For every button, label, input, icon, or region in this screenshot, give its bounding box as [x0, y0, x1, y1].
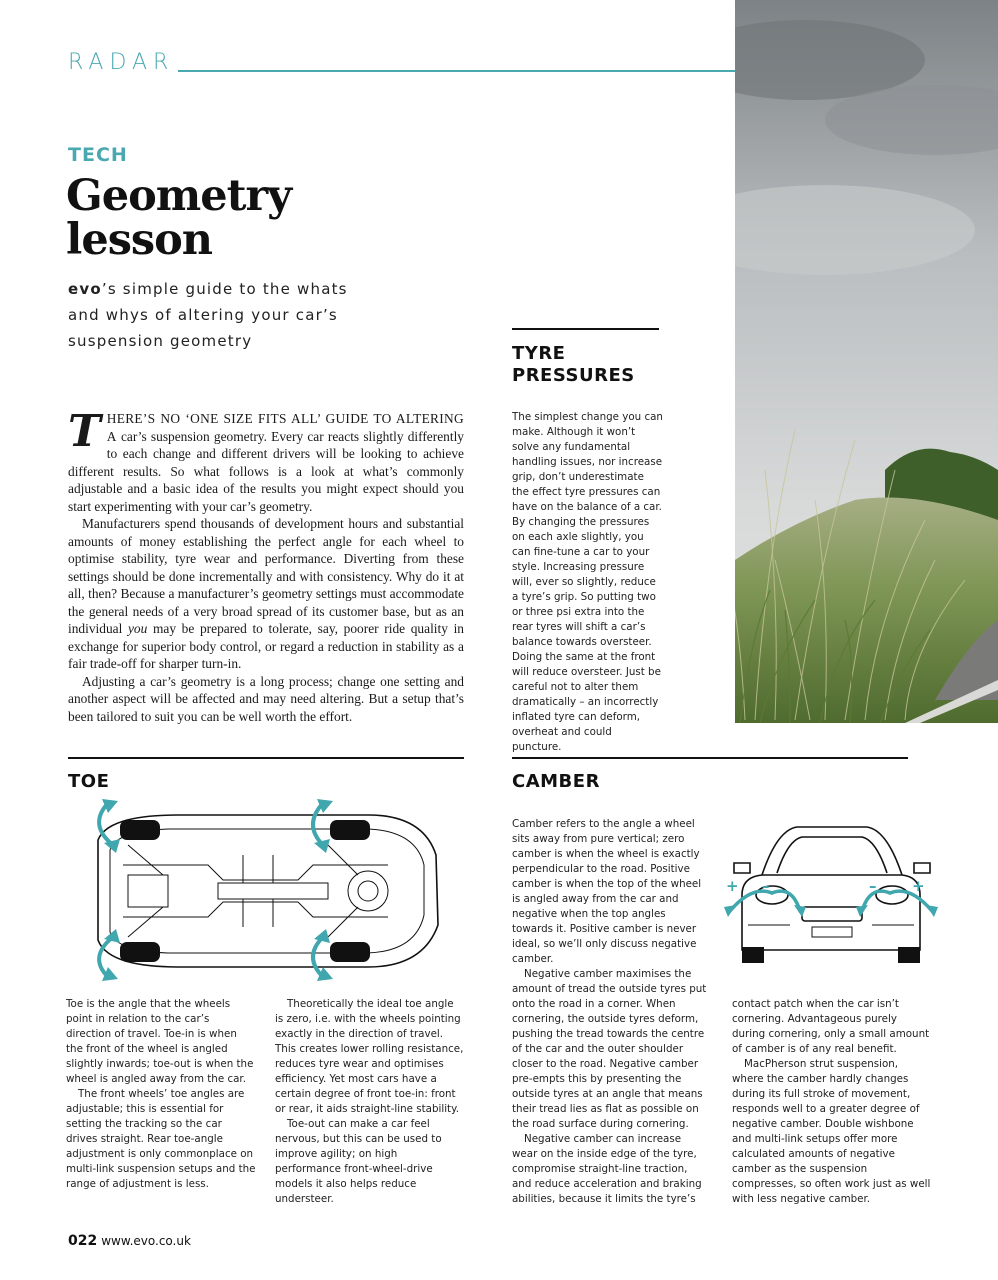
- camber-minus-right: –: [869, 877, 877, 895]
- page-footer: [68, 1233, 191, 1249]
- intro-paragraph-1: [68, 406, 464, 515]
- camber-rule: [512, 757, 908, 759]
- camber-plus-left: +: [726, 877, 739, 895]
- tyre-paragraph: The simplest change you can make. Although it won’t solve any fundamental handling issues, nor increase grip, don’t underestimate the effect tyre pressures can have on the balance of a car. By changing the pressures on each axle slightly, you can fine-tune a car to your style. Increasing pressure will, ever so slightly, reduce a tyre’s grip. So putting two or three psi extra into the rear tyres will shift a car’s balance towards oversteer. Doing the same at the front will reduce oversteer. Just be careful not to alter them dramatically – an incorrectly inflated tyre can deform, overheat and could puncture.: [512, 411, 663, 753]
- page-number: 022: [68, 1233, 98, 1249]
- drop-cap: T: [68, 406, 101, 457]
- camber-col2-paragraph-1: contact patch when the car isn’t cornering. Advantageous purely during cornering, only a small amount of camber is of any real benefit.: [732, 998, 930, 1055]
- toe-heading: TOE: [68, 771, 110, 792]
- title-line-2: lesson: [66, 215, 213, 265]
- tyre-heading: [512, 343, 635, 387]
- camber-heading: CAMBER: [512, 771, 600, 792]
- camber-column-2: [732, 997, 932, 1207]
- intro-p1-rest: car’s suspension geometry. Every car reacts slightly differently to each change and different drivers will be looking to achieve different results. So what follows is a look at what’s commonly adjustable and a basic idea of the results you might expect should you start experimenting with your car’s geometry.: [68, 428, 464, 514]
- standfirst-brand: evo: [68, 280, 102, 298]
- toe-diagram: [68, 795, 464, 985]
- toe-col1-paragraph-1: Toe is the angle that the wheels point in relation to the car’s direction of travel. Toe-in is when the front of the wheel is angled slightly inwards; toe-out is when the wheel is angled away from the car.: [66, 998, 254, 1085]
- camber-col1-paragraph-2: Negative camber maximises the amount of tread the outside tyres put onto the road in a corner. When cornering, the outside tyres deform, pushing the tread towards the centre of the car and the outer shoulder closer to the road. Negative camber pre-empts this by presenting the outside tyres at an angle that means their tread lies as flat as possible on the road surface during cornering.: [512, 968, 707, 1130]
- article-title: [66, 171, 292, 265]
- intro-paragraph-3: Adjusting a car’s geometry is a long process; change one setting and another aspect will be affected and may need altering. But a setup that’s been tailored to suit you can be well worth the effort.: [68, 673, 464, 724]
- tyre-heading-line-1: TYRE: [512, 343, 566, 364]
- camber-col2-paragraph-2: MacPherson strut suspension, where the camber hardly changes during its full stroke of movement, responds well to a greater degree of negative camber. Double wishbone and multi-link setups offer more calculated amounts of negative camber as the suspension compresses, so often work just as well with less negative camber.: [732, 1058, 931, 1205]
- intro-p2-a: Manufacturers spend thousands of development hours and substantial amounts of money establishing the perfect angle for each wheel to optimise stability, tyre wear and performance. Diverting from these settings should be done incrementally and with consistency. Why do it at all, then? Because a manufacturer’s geometry settings must accommodate the general needs of a very broad spread of its customer base, but as an individual: [68, 516, 464, 636]
- standfirst-text: ’s simple guide to the whats and whys of altering your car’s suspension geometry: [68, 280, 348, 350]
- toe-col2-paragraph-2: Toe-out can make a car feel nervous, but this can be used to improve agility; on high performance front-wheel-drive models it also helps reduce understeer.: [275, 1118, 442, 1205]
- toe-column-2: [275, 997, 465, 1207]
- camber-diagram: [722, 815, 940, 970]
- title-line-1: Geometry: [66, 171, 292, 221]
- intro-p2-em: you: [127, 621, 148, 636]
- camber-minus-left: –: [762, 877, 770, 895]
- toe-rule: [68, 757, 464, 759]
- intro-text: [68, 406, 464, 725]
- tyre-body: [512, 410, 664, 755]
- camber-column-1: [512, 817, 708, 1207]
- section-tag: TECH: [68, 144, 128, 166]
- intro-paragraph-2: [68, 515, 464, 673]
- intro-lead-caps: HERE’S NO ‘ONE SIZE FITS ALL’ GUIDE TO ALTERING A: [106, 411, 464, 444]
- roadside-grass-photo: [735, 0, 998, 723]
- footer-url: www.evo.co.uk: [101, 1234, 191, 1248]
- toe-col1-paragraph-2: The front wheels’ toe angles are adjustable; this is essential for setting the tracking so the car drives straight. Rear toe-angle adjustment is only commonplace on multi-link suspension setups and the range of adjustment is less.: [66, 1088, 256, 1190]
- camber-col1-paragraph-3: Negative camber can increase wear on the inside edge of the tyre, compromise straight-line traction, and reduce acceleration and braking abilities, because it limits the tyre’s: [512, 1133, 702, 1205]
- camber-plus-right: +: [912, 877, 925, 895]
- standfirst: [68, 276, 368, 354]
- toe-column-1: [66, 997, 256, 1192]
- radar-logo: RADAR: [68, 50, 175, 75]
- intro-p2-b: may be prepared to tolerate, say, poorer ride quality in exchange for superior body control, or regard a reduction in stability as a fair trade-off for sharper turn-in.: [68, 621, 464, 671]
- tyre-heading-line-2: PRESSURES: [512, 365, 635, 386]
- tyre-rule: [512, 328, 659, 330]
- camber-col1-paragraph-1: Camber refers to the angle a wheel sits away from pure vertical; zero camber is when the wheel is exactly perpendicular to the road. Positive camber is when the top of the wheel is angled away from the car and negative when the top angles towards it. Positive camber is never ideal, so we’ll only discuss negative camber.: [512, 818, 702, 965]
- toe-col2-paragraph-1: Theoretically the ideal toe angle is zero, i.e. with the wheels pointing exactly in the direction of travel. This creates lower rolling resistance, reduces tyre wear and optimises efficiency. Yet most cars have a certain degree of front toe-in: front or rear, it aids straight-line stability.: [275, 998, 464, 1115]
